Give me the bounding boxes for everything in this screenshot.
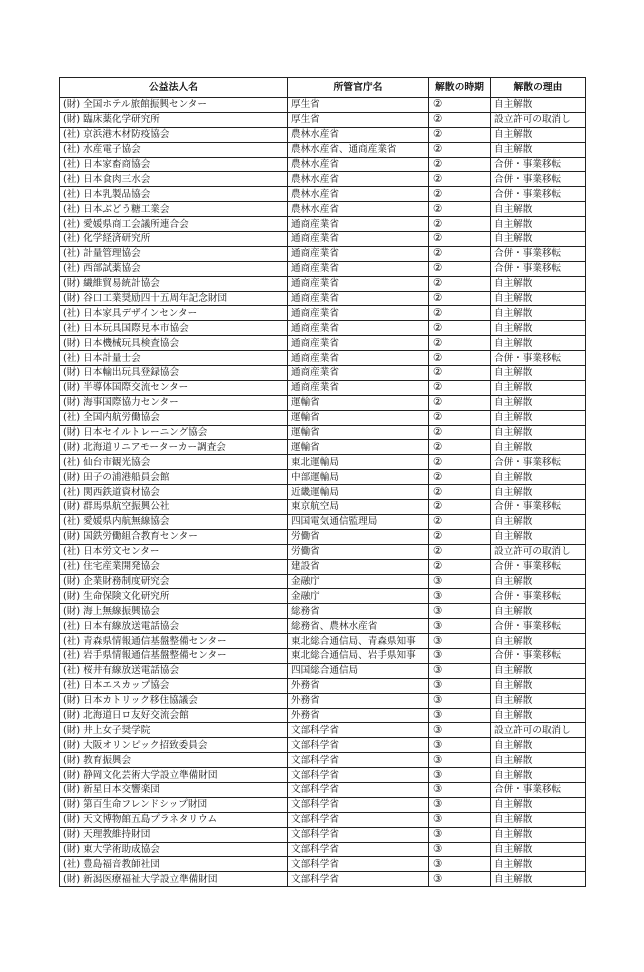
dissolution-reason-cell: 自主解散 [491,604,586,619]
table-row [60,470,586,485]
table-row [60,872,586,887]
dissolution-period-cell: ② [429,202,491,217]
dissolution-period-cell: ② [429,440,491,455]
dissolution-period-cell: ② [429,232,491,247]
table-row [60,261,586,276]
dissolution-reason-cell: 設立許可の取消し [491,723,586,738]
org-name-cell: (社) 住宅産業開発協会 [60,559,288,574]
org-name-cell: (社) 豊島福音教師社団 [60,857,288,872]
dissolution-period-cell: ③ [429,634,491,649]
org-name-cell: (社) 愛媛県内航無線協会 [60,514,288,529]
dissolution-reason-cell: 自主解散 [491,217,586,232]
ministry-cell: 東北総合通信局、岩手県知事 [288,648,429,663]
org-name-cell: (財) 海上無線振興協会 [60,604,288,619]
org-name-cell: (財) 天文博物館五島プラネタリウム [60,812,288,827]
table-row [60,112,586,127]
dissolution-reason-cell: 合併・事業移転 [491,261,586,276]
dissolution-reason-cell: 自主解散 [491,678,586,693]
org-name-cell: (社) 桜井有線放送電話協会 [60,663,288,678]
table-row [60,708,586,723]
dissolution-period-cell: ② [429,366,491,381]
ministry-cell: 通商産業省 [288,217,429,232]
table-row [60,753,586,768]
ministry-cell: 通商産業省 [288,306,429,321]
org-name-cell: (社) 日本家具デザインセンター [60,306,288,321]
header-org-name: 公益法人名 [60,78,288,98]
dissolution-period-cell: ② [429,187,491,202]
ministry-cell: 文部科学省 [288,827,429,842]
table-row [60,321,586,336]
table-row [60,514,586,529]
dissolution-period-cell: ③ [429,723,491,738]
dissolution-reason-cell: 合併・事業移転 [491,455,586,470]
dissolution-reason-cell: 設立許可の取消し [491,112,586,127]
org-name-cell: (社) 日本ぶどう糖工業会 [60,202,288,217]
ministry-cell: 農林水産省、通商産業省 [288,142,429,157]
dissolution-period-cell: ② [429,455,491,470]
dissolution-reason-cell: 自主解散 [491,827,586,842]
org-name-cell: (財) 教育振興会 [60,753,288,768]
dissolution-reason-cell: 合併・事業移転 [491,648,586,663]
dissolution-reason-cell: 合併・事業移転 [491,187,586,202]
dissolution-reason-cell: 自主解散 [491,306,586,321]
table-row [60,693,586,708]
table-row [60,500,586,515]
table-row [60,291,586,306]
table-row [60,351,586,366]
table-row [60,306,586,321]
header-dissolution-reason: 解散の理由 [491,78,586,98]
table-row [60,425,586,440]
table-row [60,366,586,381]
header-row [60,78,586,98]
dissolution-period-cell: ② [429,470,491,485]
dissolution-reason-cell: 自主解散 [491,574,586,589]
org-name-cell: (財) 群馬県航空振興公社 [60,500,288,515]
dissolution-reason-cell: 合併・事業移転 [491,559,586,574]
dissolution-reason-cell: 自主解散 [491,98,586,113]
ministry-cell: 中部運輸局 [288,470,429,485]
dissolution-reason-cell: 自主解散 [491,514,586,529]
dissolution-period-cell: ② [429,157,491,172]
dissolution-reason-cell: 合併・事業移転 [491,157,586,172]
org-name-cell: (社) 化学経済研究所 [60,232,288,247]
dissolution-reason-cell: 自主解散 [491,232,586,247]
ministry-cell: 文部科学省 [288,723,429,738]
org-name-cell: (財) 臨床薬化学研究所 [60,112,288,127]
dissolution-reason-cell: 自主解散 [491,768,586,783]
org-name-cell: (財) 谷口工業奨励四十五周年記念財団 [60,291,288,306]
dissolution-period-cell: ② [429,529,491,544]
ministry-cell: 労働省 [288,529,429,544]
dissolution-reason-cell: 自主解散 [491,395,586,410]
org-name-cell: (財) 日本機械玩具検査協会 [60,336,288,351]
table-row [60,842,586,857]
ministry-cell: 建設省 [288,559,429,574]
dissolution-reason-cell: 自主解散 [491,485,586,500]
ministry-cell: 文部科学省 [288,768,429,783]
org-name-cell: (財) 井上女子奨学院 [60,723,288,738]
table-row [60,410,586,425]
org-name-cell: (財) 第百生命フレンドシップ財団 [60,797,288,812]
dissolution-period-cell: ③ [429,782,491,797]
org-name-cell: (財) 新潟医療福祉大学設立準備財団 [60,872,288,887]
dissolution-period-cell: ② [429,98,491,113]
dissolution-period-cell: ② [429,261,491,276]
dissolution-period-cell: ② [429,514,491,529]
org-name-cell: (社) 西部試薬協会 [60,261,288,276]
ministry-cell: 外務省 [288,693,429,708]
org-name-cell: (社) 日本労文センター [60,544,288,559]
dissolution-period-cell: ③ [429,738,491,753]
table-row [60,857,586,872]
dissolution-reason-cell: 自主解散 [491,291,586,306]
table-row [60,98,586,113]
dissolution-reason-cell: 自主解散 [491,634,586,649]
org-name-cell: (社) 日本家畜商協会 [60,157,288,172]
org-name-cell: (財) 北海道日ロ友好交流会館 [60,708,288,723]
org-name-cell: (財) 繊維貿易統計協会 [60,276,288,291]
table-row [60,172,586,187]
dissolution-period-cell: ② [429,127,491,142]
dissolution-reason-cell: 自主解散 [491,127,586,142]
dissolution-period-cell: ③ [429,678,491,693]
dissolution-period-cell: ② [429,291,491,306]
dissolution-period-cell: ③ [429,797,491,812]
table-row [60,634,586,649]
dissolution-period-cell: ③ [429,648,491,663]
org-name-cell: (社) 青森県情報通信基盤整備センター [60,634,288,649]
table-row [60,589,586,604]
ministry-cell: 農林水産省 [288,202,429,217]
org-name-cell: (財) 半導体国際交流センター [60,380,288,395]
org-name-cell: (財) 大阪オリンピック招致委員会 [60,738,288,753]
dissolution-period-cell: ③ [429,753,491,768]
table-body [60,98,586,887]
dissolution-reason-cell: 自主解散 [491,440,586,455]
ministry-cell: 文部科学省 [288,812,429,827]
table-row [60,202,586,217]
dissolution-period-cell: ③ [429,768,491,783]
table-row [60,187,586,202]
org-name-cell: (社) 全国内航労働協会 [60,410,288,425]
dissolution-reason-cell: 自主解散 [491,276,586,291]
dissolution-period-cell: ② [429,380,491,395]
dissolution-reason-cell: 自主解散 [491,202,586,217]
table-row [60,232,586,247]
dissolution-reason-cell: 自主解散 [491,366,586,381]
dissolution-period-cell: ③ [429,812,491,827]
ministry-cell: 四国総合通信局 [288,663,429,678]
ministry-cell: 農林水産省 [288,157,429,172]
ministry-cell: 通商産業省 [288,232,429,247]
ministry-cell: 東北運輸局 [288,455,429,470]
org-name-cell: (財) 日本カトリック移住協議会 [60,693,288,708]
dissolution-reason-cell: 合併・事業移転 [491,619,586,634]
org-name-cell: (社) 仙台市観光協会 [60,455,288,470]
ministry-cell: 通商産業省 [288,291,429,306]
org-name-cell: (財) 企業財務制度研究会 [60,574,288,589]
dissolution-period-cell: ③ [429,663,491,678]
table-row [60,663,586,678]
ministry-cell: 運輸省 [288,425,429,440]
dissolution-period-cell: ② [429,544,491,559]
ministry-cell: 通商産業省 [288,321,429,336]
dissolution-period-cell: ③ [429,574,491,589]
dissolution-period-cell: ② [429,276,491,291]
ministry-cell: 外務省 [288,678,429,693]
table-row [60,157,586,172]
header-dissolution-period: 解散の時期 [429,78,491,98]
dissolution-reason-cell: 自主解散 [491,321,586,336]
table-row [60,276,586,291]
table-row [60,604,586,619]
org-name-cell: (社) 岩手県情報通信基盤整備センター [60,648,288,663]
ministry-cell: 運輸省 [288,440,429,455]
dissolution-period-cell: ③ [429,619,491,634]
ministry-cell: 農林水産省 [288,172,429,187]
dissolution-reason-cell: 自主解散 [491,380,586,395]
dissolution-period-cell: ② [429,500,491,515]
ministry-cell: 運輸省 [288,395,429,410]
org-name-cell: (財) 東大学術助成協会 [60,842,288,857]
org-name-cell: (財) 田子の浦港船員会館 [60,470,288,485]
table-row [60,336,586,351]
org-name-cell: (財) 海事国際協力センター [60,395,288,410]
org-name-cell: (社) 日本有線放送電話協会 [60,619,288,634]
ministry-cell: 運輸省 [288,410,429,425]
dissolution-reason-cell: 自主解散 [491,529,586,544]
org-name-cell: (社) 日本エスカップ協会 [60,678,288,693]
org-name-cell: (財) 新星日本交響楽団 [60,782,288,797]
dissolution-period-cell: ② [429,246,491,261]
ministry-cell: 外務省 [288,708,429,723]
dissolution-period-cell: ③ [429,842,491,857]
dissolution-reason-cell: 自主解散 [491,812,586,827]
org-name-cell: (財) 日本輸出玩具登録協会 [60,366,288,381]
org-name-cell: (社) 愛媛県商工会議所連合会 [60,217,288,232]
table-row [60,485,586,500]
dissolution-reason-cell: 自主解散 [491,663,586,678]
table-row [60,380,586,395]
org-name-cell: (社) 日本乳製品協会 [60,187,288,202]
ministry-cell: 文部科学省 [288,782,429,797]
table-row [60,738,586,753]
dissolution-reason-cell: 自主解散 [491,738,586,753]
table-row [60,678,586,693]
dissolution-reason-cell: 自主解散 [491,857,586,872]
org-name-cell: (社) 日本計量士会 [60,351,288,366]
ministry-cell: 文部科学省 [288,797,429,812]
ministry-cell: 文部科学省 [288,872,429,887]
dissolution-period-cell: ② [429,425,491,440]
org-name-cell: (社) 計量管理協会 [60,246,288,261]
dissolution-reason-cell: 自主解散 [491,842,586,857]
dissolution-period-cell: ③ [429,708,491,723]
ministry-cell: 総務省 [288,604,429,619]
ministry-cell: 厚生省 [288,98,429,113]
ministry-cell: 農林水産省 [288,127,429,142]
ministry-cell: 通商産業省 [288,380,429,395]
table-row [60,574,586,589]
org-name-cell: (社) 日本食肉三水会 [60,172,288,187]
ministry-cell: 通商産業省 [288,366,429,381]
dissolution-period-cell: ③ [429,827,491,842]
table-row [60,782,586,797]
dissolution-reason-cell: 自主解散 [491,410,586,425]
ministry-cell: 労働省 [288,544,429,559]
ministry-cell: 厚生省 [288,112,429,127]
dissolution-reason-cell: 自主解散 [491,753,586,768]
dissolution-period-cell: ③ [429,693,491,708]
org-name-cell: (財) 生命保険文化研究所 [60,589,288,604]
dissolution-period-cell: ② [429,217,491,232]
dissolution-reason-cell: 自主解散 [491,425,586,440]
dissolution-period-cell: ② [429,410,491,425]
dissolution-reason-cell: 自主解散 [491,336,586,351]
org-name-cell: (財) 全国ホテル旅館振興センター [60,98,288,113]
dissolution-reason-cell: 合併・事業移転 [491,172,586,187]
dissolution-period-cell: ② [429,321,491,336]
ministry-cell: 東京航空局 [288,500,429,515]
ministry-cell: 文部科学省 [288,738,429,753]
ministry-cell: 四国電気通信監理局 [288,514,429,529]
ministry-cell: 文部科学省 [288,842,429,857]
ministry-cell: 通商産業省 [288,336,429,351]
table-row [60,559,586,574]
table-row [60,827,586,842]
dissolution-period-cell: ③ [429,604,491,619]
dissolution-period-cell: ② [429,485,491,500]
table-row [60,544,586,559]
ministry-cell: 総務省、農林水産省 [288,619,429,634]
dissolution-reason-cell: 合併・事業移転 [491,246,586,261]
dissolution-period-cell: ② [429,559,491,574]
dissolution-reason-cell: 自主解散 [491,142,586,157]
org-name-cell: (財) 北海道リニアモーターカー調査会 [60,440,288,455]
org-name-cell: (社) 関西鉄道資材協会 [60,485,288,500]
table-row [60,246,586,261]
dissolution-reason-cell: 合併・事業移転 [491,500,586,515]
table-row [60,812,586,827]
dissolution-reason-cell: 自主解散 [491,797,586,812]
ministry-cell: 通商産業省 [288,246,429,261]
dissolution-period-cell: ③ [429,857,491,872]
dissolution-reason-cell: 合併・事業移転 [491,351,586,366]
table-row [60,797,586,812]
dissolution-period-cell: ② [429,142,491,157]
dissolution-reason-cell: 自主解散 [491,872,586,887]
dissolution-period-cell: ② [429,112,491,127]
header-ministry: 所管官庁名 [288,78,429,98]
org-name-cell: (財) 日本セイルトレーニング協会 [60,425,288,440]
ministry-cell: 農林水産省 [288,187,429,202]
table-row [60,648,586,663]
table-row [60,440,586,455]
table-row [60,768,586,783]
table-row [60,395,586,410]
table-row [60,723,586,738]
ministry-cell: 金融庁 [288,589,429,604]
table-row [60,142,586,157]
dissolution-reason-cell: 自主解散 [491,470,586,485]
dissolution-period-cell: ③ [429,589,491,604]
ministry-cell: 通商産業省 [288,261,429,276]
ministry-cell: 通商産業省 [288,351,429,366]
org-name-cell: (社) 京浜港木材防疫協会 [60,127,288,142]
ministry-cell: 文部科学省 [288,753,429,768]
org-name-cell: (社) 水産電子協会 [60,142,288,157]
org-name-cell: (財) 静岡文化芸術大学設立準備財団 [60,768,288,783]
org-name-cell: (財) 国鉄労働組合教育センター [60,529,288,544]
table-row [60,455,586,470]
dissolution-period-cell: ② [429,306,491,321]
org-name-cell: (財) 天理教維持財団 [60,827,288,842]
dissolution-reason-cell: 自主解散 [491,708,586,723]
table-row [60,529,586,544]
dissolution-reason-cell: 設立許可の取消し [491,544,586,559]
dissolution-reason-cell: 自主解散 [491,693,586,708]
dissolution-reason-cell: 合併・事業移転 [491,782,586,797]
ministry-cell: 近畿運輸局 [288,485,429,500]
dissolved-foundations-table [59,77,586,887]
dissolution-period-cell: ② [429,351,491,366]
table-row [60,217,586,232]
ministry-cell: 金融庁 [288,574,429,589]
ministry-cell: 文部科学省 [288,857,429,872]
table-row [60,619,586,634]
table-row [60,127,586,142]
dissolution-period-cell: ② [429,172,491,187]
ministry-cell: 東北総合通信局、青森県知事 [288,634,429,649]
ministry-cell: 通商産業省 [288,276,429,291]
dissolution-period-cell: ② [429,336,491,351]
dissolution-period-cell: ② [429,395,491,410]
dissolution-reason-cell: 合併・事業移転 [491,589,586,604]
org-name-cell: (社) 日本玩具国際見本市協会 [60,321,288,336]
dissolution-period-cell: ③ [429,872,491,887]
